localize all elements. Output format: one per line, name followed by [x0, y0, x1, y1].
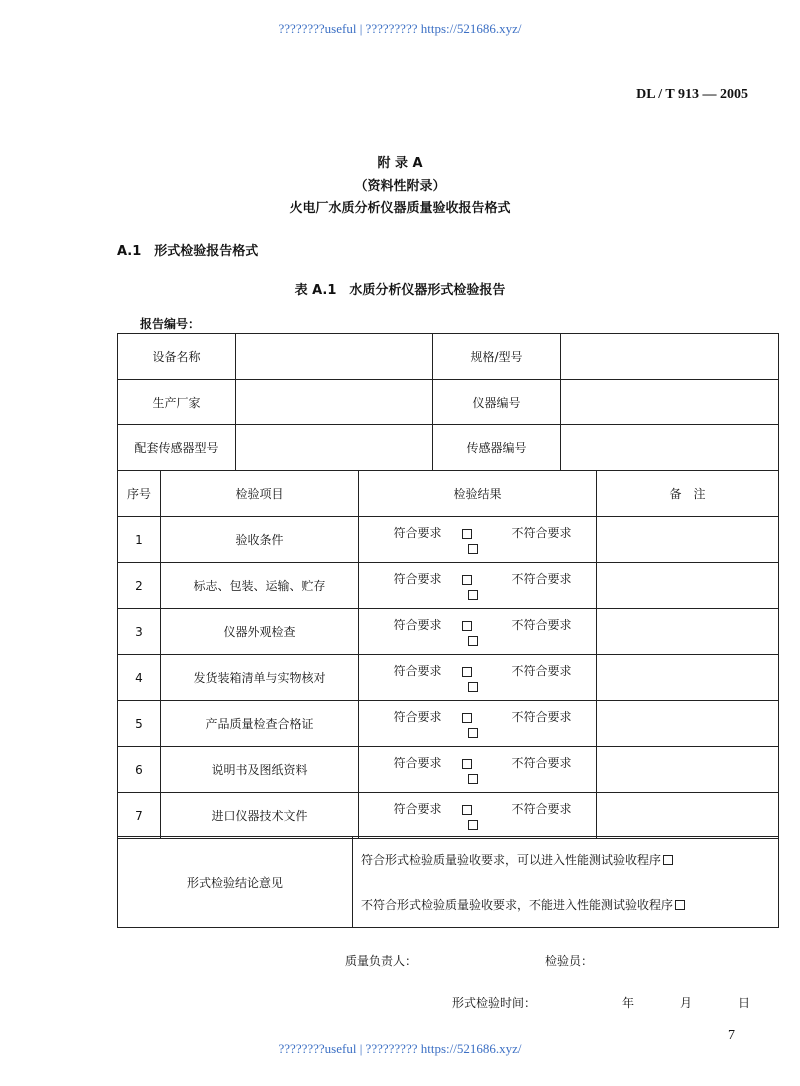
pass-checkbox[interactable] — [462, 759, 472, 769]
table-title: 表 A.1 水质分析仪器形式检验报告 — [294, 283, 506, 298]
sensor-no-label: 传感器编号 — [433, 425, 561, 471]
row-result — [359, 655, 597, 701]
pass-checkbox[interactable] — [462, 529, 472, 539]
pass-checkbox[interactable] — [462, 667, 472, 677]
row-remark[interactable] — [597, 747, 779, 793]
inspection-table — [117, 470, 779, 839]
row-remark[interactable] — [597, 517, 779, 563]
row-result — [359, 609, 597, 655]
instrument-no-label: 仪器编号 — [433, 380, 561, 425]
pass-checkbox[interactable] — [462, 621, 472, 631]
table-row — [118, 563, 779, 609]
row-result — [359, 793, 597, 839]
standard-code: DL / T 913 — 2005 — [636, 87, 748, 102]
pass-checkbox[interactable] — [462, 713, 472, 723]
section-heading: A.1 形式检验报告格式 — [117, 244, 259, 259]
pass-checkbox[interactable] — [462, 575, 472, 585]
sensor-model-label: 配套传感器型号 — [118, 425, 236, 471]
header-no: 序号 — [118, 471, 161, 517]
header-remark: 备 注 — [597, 471, 779, 517]
row-item: 产品质量检查合格证 — [161, 701, 359, 747]
row-number: 3 — [118, 609, 161, 655]
manufacturer-field[interactable] — [236, 380, 433, 425]
instrument-no-field[interactable] — [561, 380, 779, 425]
table-row — [118, 747, 779, 793]
row-item: 说明书及图纸资料 — [161, 747, 359, 793]
table-row — [118, 793, 779, 839]
inspection-time-label: 形式检验时间： — [452, 996, 537, 1010]
row-remark[interactable] — [597, 563, 779, 609]
watermark-top: ????????useful | ????????? https://521686.xyz/ — [278, 21, 522, 36]
row-remark[interactable] — [597, 701, 779, 747]
conclusion-table — [117, 836, 779, 928]
row-item: 发货装箱清单与实物核对 — [161, 655, 359, 701]
fail-label: 不符合要求 — [511, 710, 572, 724]
conclusion-pass-checkbox[interactable] — [663, 855, 673, 865]
row-remark[interactable] — [597, 655, 779, 701]
device-name-label: 设备名称 — [118, 334, 236, 380]
pass-label: 符合要求 — [393, 802, 442, 816]
row-number: 2 — [118, 563, 161, 609]
conclusion-fail-checkbox[interactable] — [675, 900, 685, 910]
appendix-type: （资料性附录） — [354, 179, 446, 194]
sensor-no-field[interactable] — [561, 425, 779, 471]
device-name-field[interactable] — [236, 334, 433, 380]
watermark-bottom: ????????useful | ????????? https://521686.xyz/ — [278, 1041, 522, 1056]
fail-checkbox[interactable] — [468, 774, 478, 784]
row-remark[interactable] — [597, 793, 779, 839]
pass-label: 符合要求 — [393, 756, 442, 770]
month-label: 月 — [680, 996, 693, 1010]
fail-label: 不符合要求 — [511, 664, 572, 678]
pass-checkbox[interactable] — [462, 805, 472, 815]
pass-label: 符合要求 — [393, 618, 442, 632]
row-result — [359, 747, 597, 793]
row-number: 5 — [118, 701, 161, 747]
sensor-model-field[interactable] — [236, 425, 433, 471]
fail-checkbox[interactable] — [468, 682, 478, 692]
pass-label: 符合要求 — [393, 710, 442, 724]
header-item: 检验项目 — [161, 471, 359, 517]
page-number: 7 — [728, 1028, 735, 1043]
inspector-label: 检验员： — [545, 954, 594, 968]
table-row — [118, 609, 779, 655]
quality-lead-label: 质量负责人： — [345, 954, 418, 968]
fail-label: 不符合要求 — [511, 526, 572, 540]
table-row — [118, 701, 779, 747]
appendix-subtitle: 火电厂水质分析仪器质量验收报告格式 — [289, 201, 511, 216]
row-item: 标志、包装、运输、贮存 — [161, 563, 359, 609]
report-number-label: 报告编号： — [140, 317, 201, 331]
row-item: 仪器外观检查 — [161, 609, 359, 655]
row-remark[interactable] — [597, 609, 779, 655]
year-label: 年 — [622, 996, 635, 1010]
conclusion-fail-text: 不符合形式检验质量验收要求，不能进入性能测试验收程序 — [361, 897, 674, 912]
row-number: 4 — [118, 655, 161, 701]
fail-checkbox[interactable] — [468, 544, 478, 554]
day-label: 日 — [738, 996, 751, 1010]
pass-label: 符合要求 — [393, 526, 442, 540]
fail-checkbox[interactable] — [468, 636, 478, 646]
row-result — [359, 701, 597, 747]
row-number: 7 — [118, 793, 161, 839]
fail-label: 不符合要求 — [511, 572, 572, 586]
header-result: 检验结果 — [359, 471, 597, 517]
row-item: 进口仪器技术文件 — [161, 793, 359, 839]
conclusion-pass-text: 符合形式检验质量验收要求，可以进入性能测试验收程序 — [361, 852, 662, 867]
pass-label: 符合要求 — [393, 572, 442, 586]
fail-label: 不符合要求 — [511, 618, 572, 632]
row-result — [359, 563, 597, 609]
row-number: 6 — [118, 747, 161, 793]
fail-checkbox[interactable] — [468, 590, 478, 600]
fail-label: 不符合要求 — [511, 802, 572, 816]
info-table — [117, 333, 779, 471]
fail-label: 不符合要求 — [511, 756, 572, 770]
conclusion-label: 形式检验结论意见 — [118, 837, 353, 928]
fail-checkbox[interactable] — [468, 820, 478, 830]
pass-label: 符合要求 — [393, 664, 442, 678]
table-row — [118, 517, 779, 563]
manufacturer-label: 生产厂家 — [118, 380, 236, 425]
table-row — [118, 655, 779, 701]
row-number: 1 — [118, 517, 161, 563]
fail-checkbox[interactable] — [468, 728, 478, 738]
spec-model-field[interactable] — [561, 334, 779, 380]
row-result — [359, 517, 597, 563]
spec-model-label: 规格/型号 — [433, 334, 561, 380]
appendix-title: 附 录 A — [377, 156, 423, 171]
row-item: 验收条件 — [161, 517, 359, 563]
